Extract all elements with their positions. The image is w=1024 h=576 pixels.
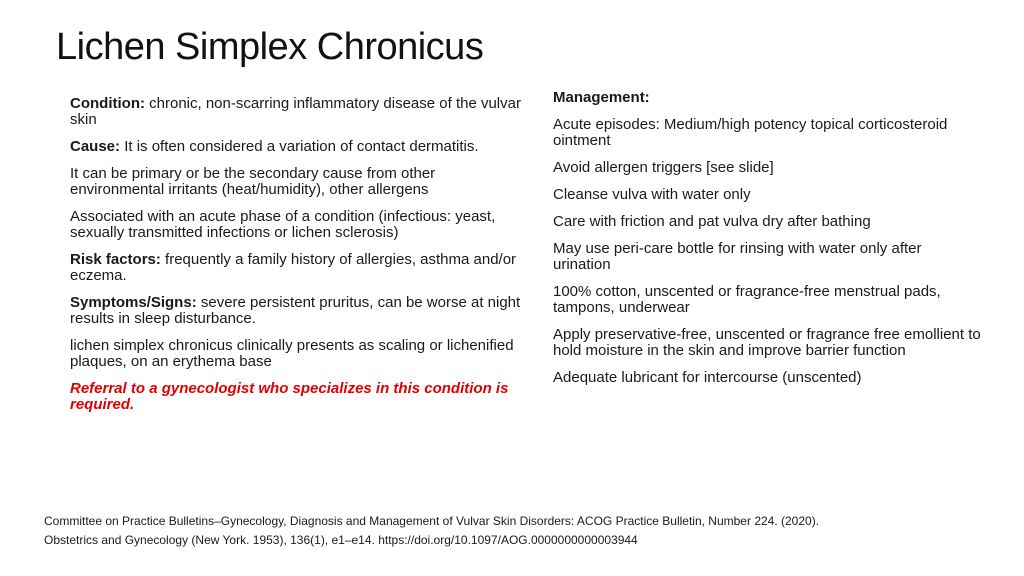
management-item: Acute episodes: Medium/high potency topical corticosteroid ointment — [553, 116, 948, 149]
risk-label: Risk factors: — [70, 251, 161, 268]
management-item: 100% cotton, unscented or fragrance-free menstrual pads, tampons, underwear — [553, 283, 941, 316]
management-item: May use peri-care bottle for rinsing with water only after urination — [553, 240, 922, 273]
management-item: Avoid allergen triggers [see slide] — [553, 159, 774, 176]
management-section — [553, 90, 983, 397]
management-item: Cleanse vulva with water only — [553, 186, 751, 203]
risk-paragraph — [70, 252, 528, 284]
cause-paragraph — [70, 139, 528, 155]
primary-paragraph: It can be primary or be the secondary cause from other environmental irritants (heat/humidity), other allergens — [70, 165, 436, 198]
slide-title: Lichen Simplex Chronicus — [56, 26, 484, 68]
management-item: Adequate lubricant for intercourse (unscented) — [553, 369, 862, 386]
cause-text: It is often considered a variation of contact dermatitis. — [120, 138, 479, 155]
condition-label: Condition: — [70, 95, 145, 112]
symptoms-text: severe persistent pruritus, can be worse at night results in sleep disturbance. — [70, 294, 521, 327]
condition-paragraph — [70, 96, 528, 128]
management-label: Management: — [553, 89, 650, 106]
presentation-paragraph: lichen simplex chronicus clinically presents as scaling or lichenified plaques, on an erythema base — [70, 337, 514, 370]
management-item: Care with friction and pat vulva dry after bathing — [553, 213, 871, 230]
management-item: Apply preservative-free, unscented or fragrance free emollient to hold moisture in the skin and improve barrier function — [553, 326, 981, 359]
condition-text: chronic, non-scarring inflammatory disease of the vulvar skin — [70, 95, 521, 128]
referral-warning: Referral to a gynecologist who specializes in this condition is required. — [70, 380, 509, 413]
condition-details — [70, 96, 528, 424]
cause-label: Cause: — [70, 138, 121, 155]
citation: Committee on Practice Bulletins–Gynecology, Diagnosis and Management of Vulvar Skin Disorders: ACOG Practice Bulletin, Number 224. (2020). Obstetrics and Gynecology (New York. 1953), 136(1), e1–e14. https://doi.org/10.1097/AOG.0000000000003944 — [44, 514, 820, 547]
symptoms-paragraph — [70, 295, 528, 327]
risk-text: frequently a family history of allergies, asthma and/or eczema. — [70, 251, 517, 284]
associated-paragraph: Associated with an acute phase of a condition (infectious: yeast, sexually transmitted infections or lichen sclerosis) — [70, 208, 496, 241]
symptoms-label: Symptoms/Signs: — [70, 294, 197, 311]
